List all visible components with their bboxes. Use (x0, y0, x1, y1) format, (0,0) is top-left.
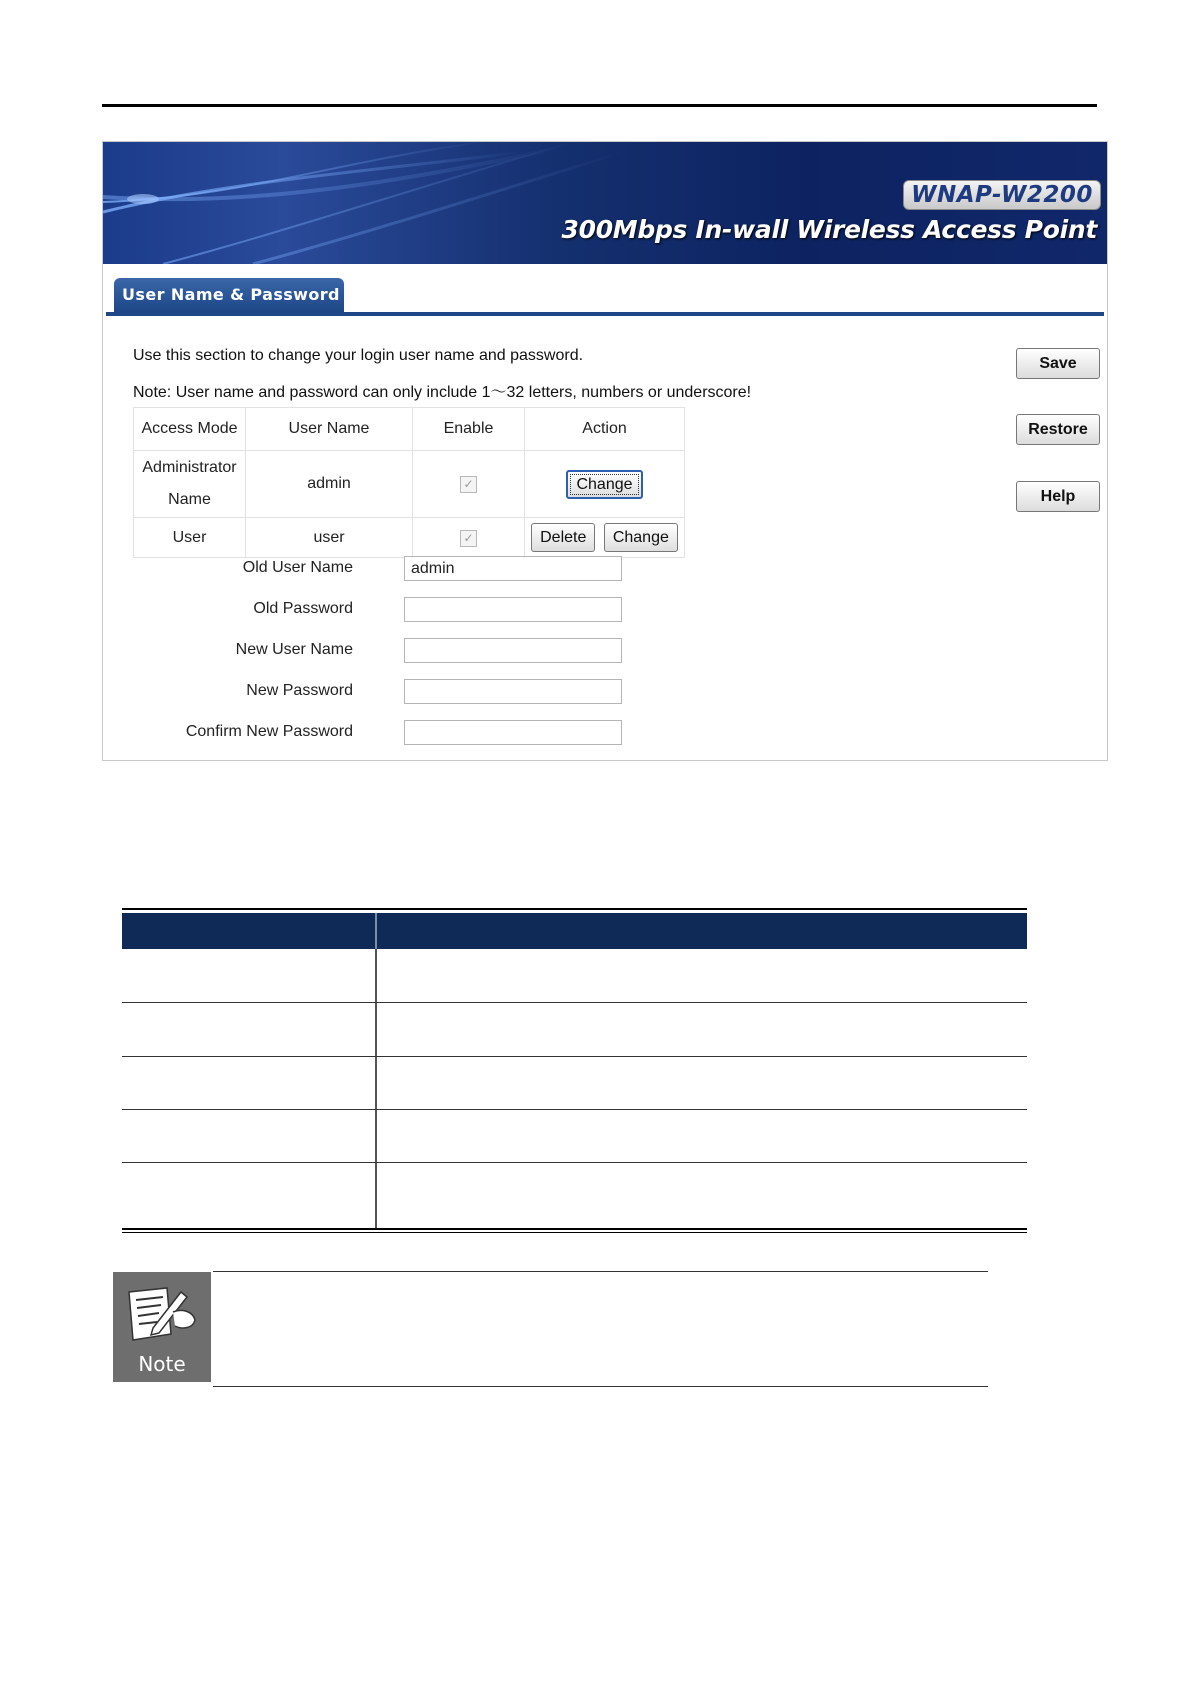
restore-button[interactable]: Restore (1016, 414, 1100, 445)
model-badge: WNAP-W2200 (903, 180, 1101, 210)
doc-table-column-divider (375, 949, 377, 1228)
column-header: User Name (246, 408, 413, 451)
column-header: Action (525, 408, 685, 451)
note-bottom-rule (213, 1386, 988, 1387)
tab-underline (106, 312, 1104, 316)
page-top-rule (102, 104, 1097, 107)
enable-checkbox[interactable]: ✓ (460, 530, 477, 547)
action-cell (525, 451, 685, 518)
note-top-rule (213, 1271, 988, 1272)
save-button[interactable]: Save (1016, 348, 1100, 379)
action-cell (525, 518, 685, 558)
change-button[interactable]: Change (566, 470, 642, 499)
change-button[interactable]: Change (604, 523, 678, 552)
table-row (134, 451, 685, 518)
section-note: Note: User name and password can only include 1～32 letters, numbers or underscore! (133, 384, 752, 401)
new-user-name-row (103, 638, 803, 664)
column-header: Enable (413, 408, 525, 451)
confirm-password-input[interactable] (404, 720, 622, 745)
note-pencil-icon (123, 1282, 201, 1352)
enable-cell (413, 451, 525, 518)
doc-table-row-rule (122, 1002, 1027, 1003)
product-title: 300Mbps In-wall Wireless Access Point (561, 215, 1097, 244)
doc-table-row-rule (122, 1162, 1027, 1163)
enable-checkbox[interactable]: ✓ (460, 476, 477, 493)
accounts-table (133, 407, 685, 558)
access-mode-line: Name (168, 491, 211, 508)
help-button[interactable]: Help (1016, 481, 1100, 512)
confirm-password-row (103, 720, 803, 746)
column-header: Access Mode (134, 408, 246, 451)
access-mode-cell: User (134, 518, 246, 558)
user-name-cell: admin (246, 451, 413, 518)
note-icon (113, 1272, 211, 1382)
doc-table-header (122, 913, 1027, 949)
enable-cell (413, 518, 525, 558)
doc-table-row-rule (122, 1109, 1027, 1110)
delete-button[interactable]: Delete (531, 523, 595, 552)
doc-table-row-rule (122, 1056, 1027, 1057)
doc-table-bottom-rule (122, 1232, 1027, 1233)
confirm-password-label: Confirm New Password (185, 723, 353, 740)
old-password-input[interactable] (404, 597, 622, 622)
tab-user-name-password[interactable]: User Name & Password (114, 278, 344, 312)
doc-table-top-rule (122, 908, 1027, 910)
old-password-label: Old Password (253, 600, 353, 617)
new-password-row (103, 679, 803, 705)
new-user-name-input[interactable] (404, 638, 622, 663)
table-header-row (134, 408, 685, 451)
doc-table-bottom-rule (122, 1228, 1027, 1230)
doc-table-header-divider (375, 913, 377, 949)
new-password-label: New Password (246, 682, 353, 699)
access-mode-cell (134, 451, 246, 518)
user-name-cell: user (246, 518, 413, 558)
section-description: Use this section to change your login user name and password. (133, 347, 584, 364)
access-mode-line: Administrator (142, 459, 237, 476)
router-ui-screenshot (102, 141, 1108, 761)
note-label: Note (138, 1352, 186, 1376)
new-user-name-label: New User Name (235, 641, 353, 658)
old-password-row (103, 597, 803, 623)
new-password-input[interactable] (404, 679, 622, 704)
old-user-name-label: Old User Name (242, 559, 353, 576)
table-row (134, 518, 685, 558)
old-user-name-input[interactable]: admin (404, 556, 622, 581)
old-user-name-row (103, 556, 803, 582)
header-banner (103, 142, 1107, 264)
